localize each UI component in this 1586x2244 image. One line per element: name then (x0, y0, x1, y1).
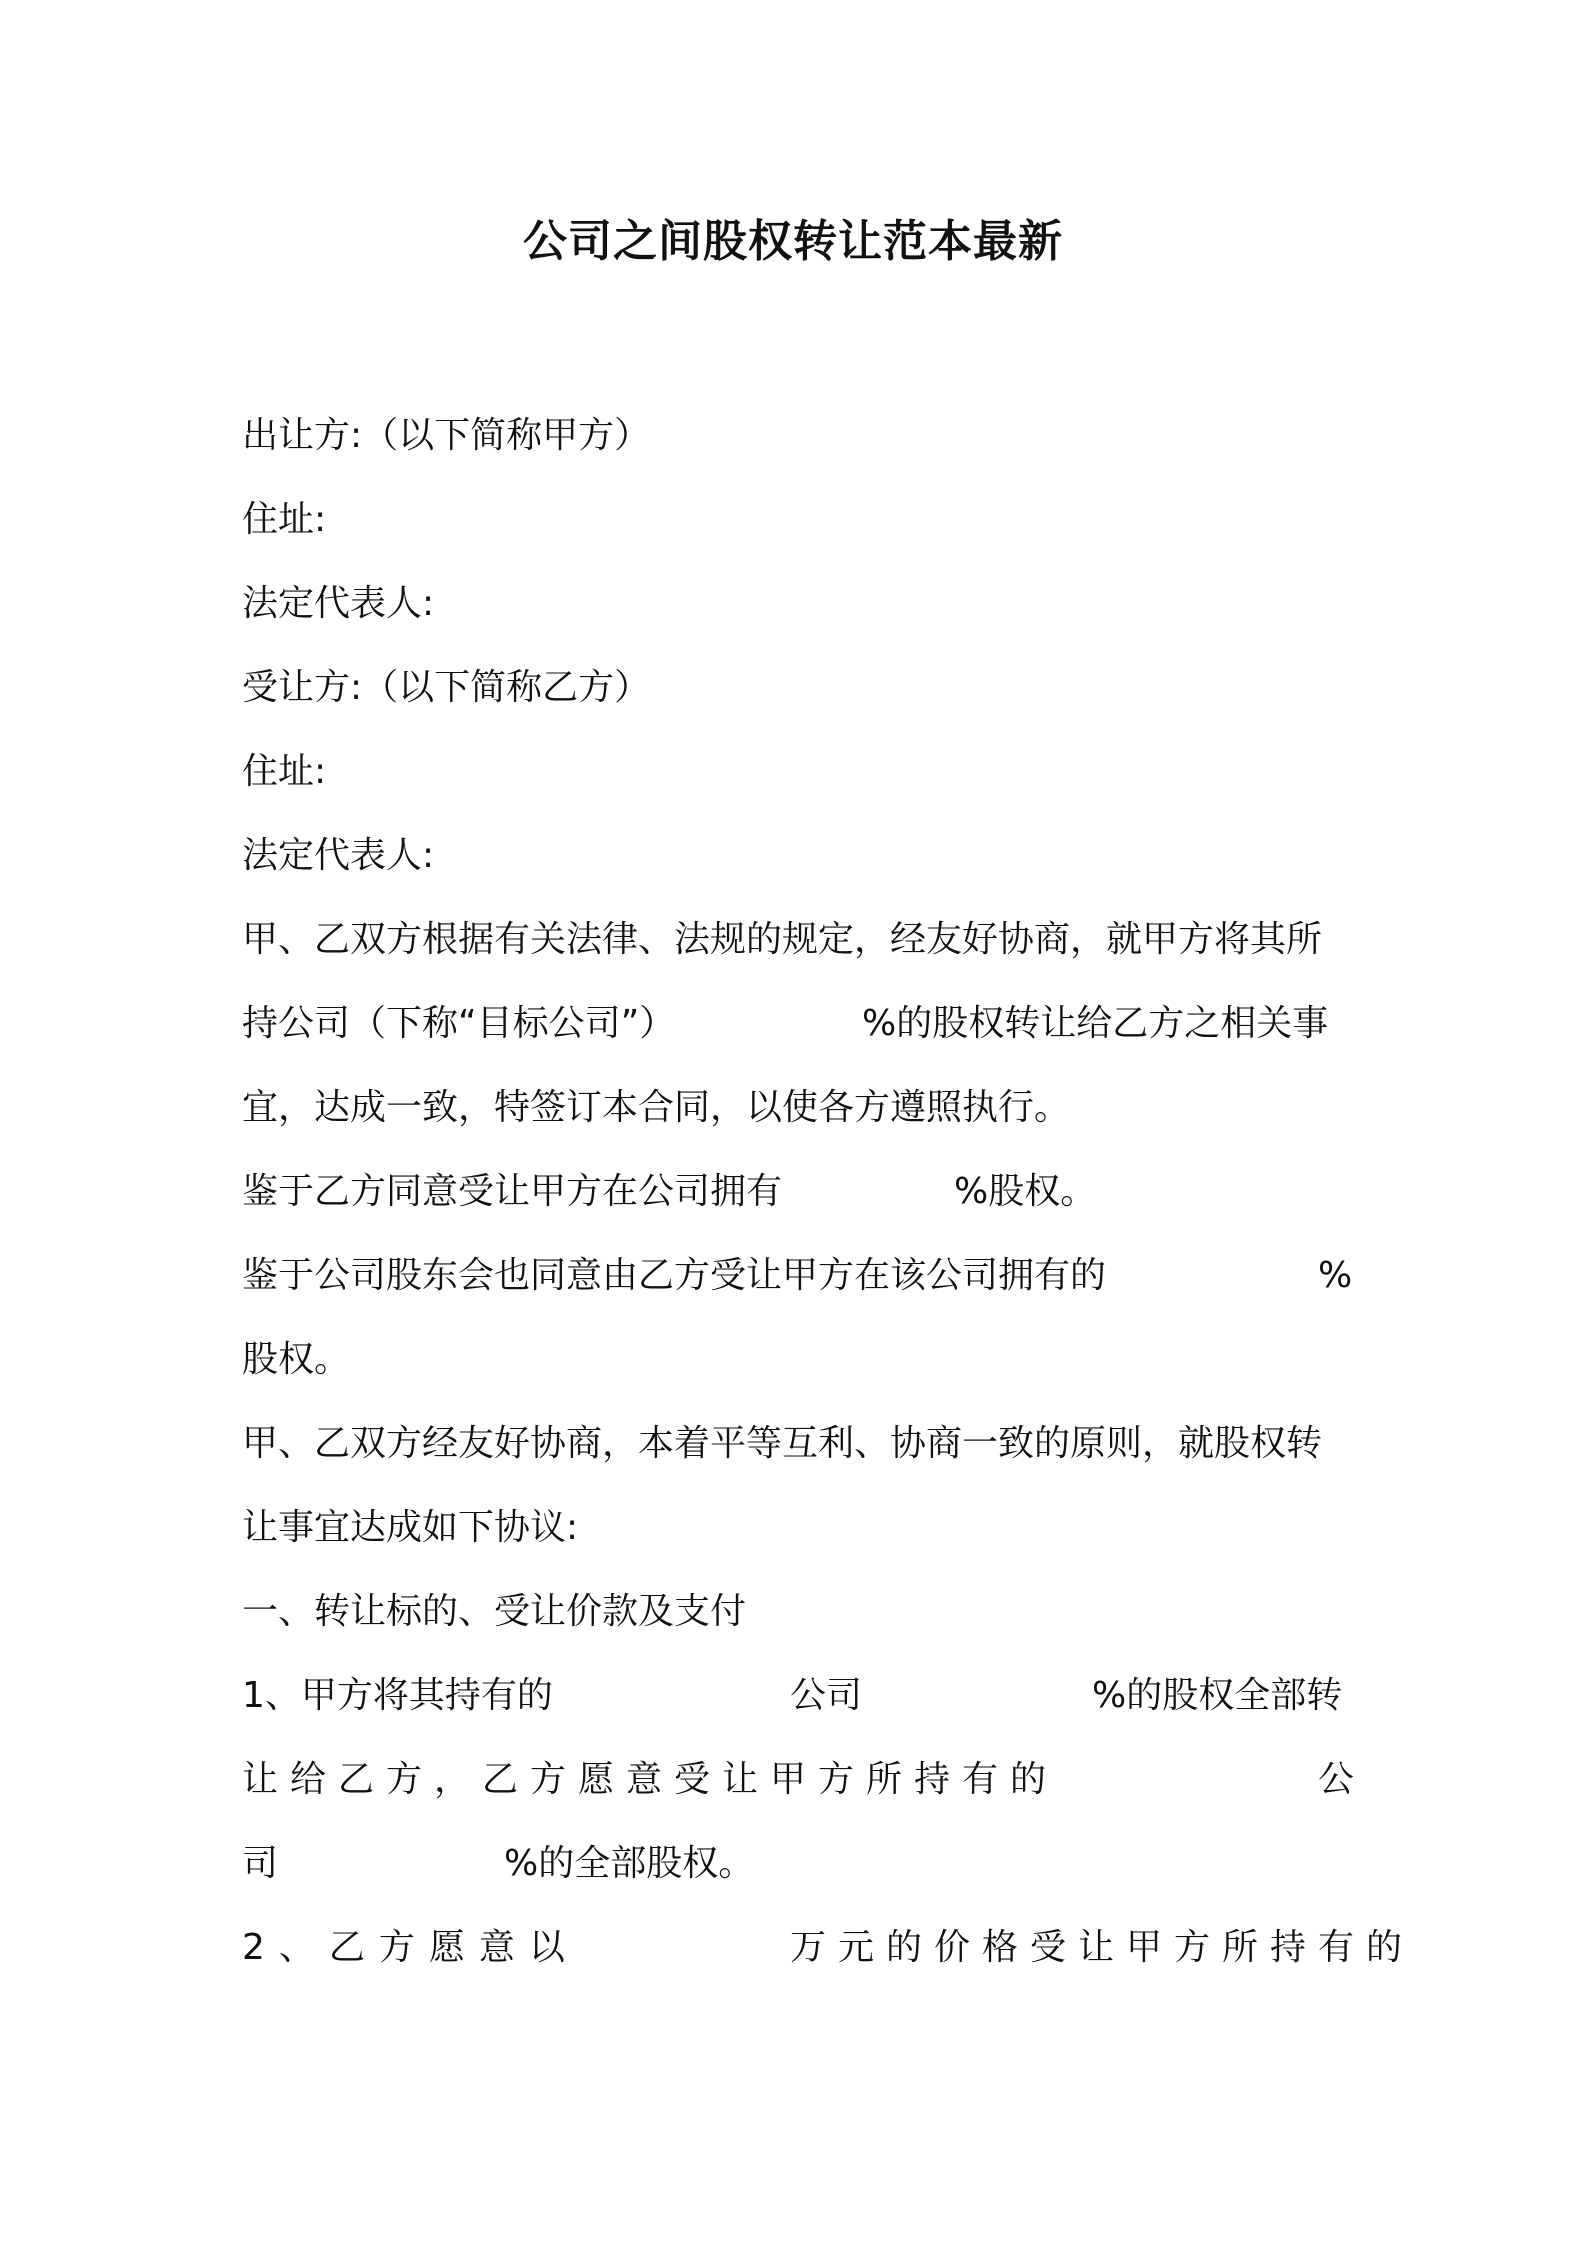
clause-1-line-3 (242, 1836, 1352, 1892)
transferor-address-line: 住址: (242, 499, 327, 540)
preamble-line-2-a: 持公司（下称“目标公司”） (242, 1003, 676, 1044)
clause-1-e: 公 (1318, 1759, 1355, 1800)
whereas-1-a: 鉴于乙方同意受让甲方在公司拥有 (242, 1171, 783, 1212)
clause-1-d: 让给乙方，乙方愿意受让甲方所持有的 (242, 1759, 1059, 1800)
clause-2-line-1 (242, 1920, 1415, 1976)
whereas-2-b: % (1318, 1255, 1353, 1296)
clause-1-f: 司 (242, 1843, 279, 1884)
preamble-line-3: 宜，达成一致，特签订本合同，以使各方遵照执行。 (242, 1087, 1071, 1128)
whereas-2-line-2: 股权。 (242, 1339, 351, 1380)
whereas-2-line (242, 1248, 1352, 1304)
preamble-line-2 (242, 996, 1352, 1052)
section-1-heading: 一、转让标的、受让价款及支付 (242, 1591, 747, 1632)
transferor-rep-line: 法定代表人: (242, 583, 435, 624)
clause-1-a: 1、甲方将其持有的 (242, 1675, 553, 1716)
transferee-line: 受让方:（以下简称乙方） (242, 667, 651, 708)
preamble-line-1: 甲、乙双方根据有关法律、法规的规定，经友好协商，就甲方将其所 (242, 919, 1323, 960)
clause-1-b: 公司 (790, 1675, 863, 1716)
clause-1-c: %的股权全部转 (1092, 1675, 1343, 1716)
agreement-intro-line-2: 让事宜达成如下协议: (242, 1507, 579, 1548)
clause-1-g: %的全部股权。 (504, 1843, 755, 1884)
transferee-rep-line: 法定代表人: (242, 835, 435, 876)
whereas-2-a: 鉴于公司股东会也同意由乙方受让甲方在该公司拥有的 (242, 1255, 1107, 1296)
preamble-line-2-b: %的股权转让给乙方之相关事 (862, 1003, 1329, 1044)
clause-1-line-1 (242, 1668, 1352, 1724)
whereas-1-line (242, 1164, 1352, 1220)
transferee-address-line: 住址: (242, 751, 327, 792)
agreement-intro-line-1: 甲、乙双方经友好协商，本着平等互利、协商一致的原则，就股权转 (242, 1423, 1323, 1464)
document-title: 公司之间股权转让范本最新 (523, 216, 1063, 267)
clause-1-line-2 (242, 1752, 1355, 1808)
whereas-1-b: %股权。 (954, 1171, 1097, 1212)
clause-2-a: 2、乙方愿意以 (242, 1927, 579, 1968)
transferor-line: 出让方:（以下简称甲方） (242, 415, 651, 456)
clause-2-b: 万元的价格受让甲方所持有的 (790, 1927, 1415, 1968)
